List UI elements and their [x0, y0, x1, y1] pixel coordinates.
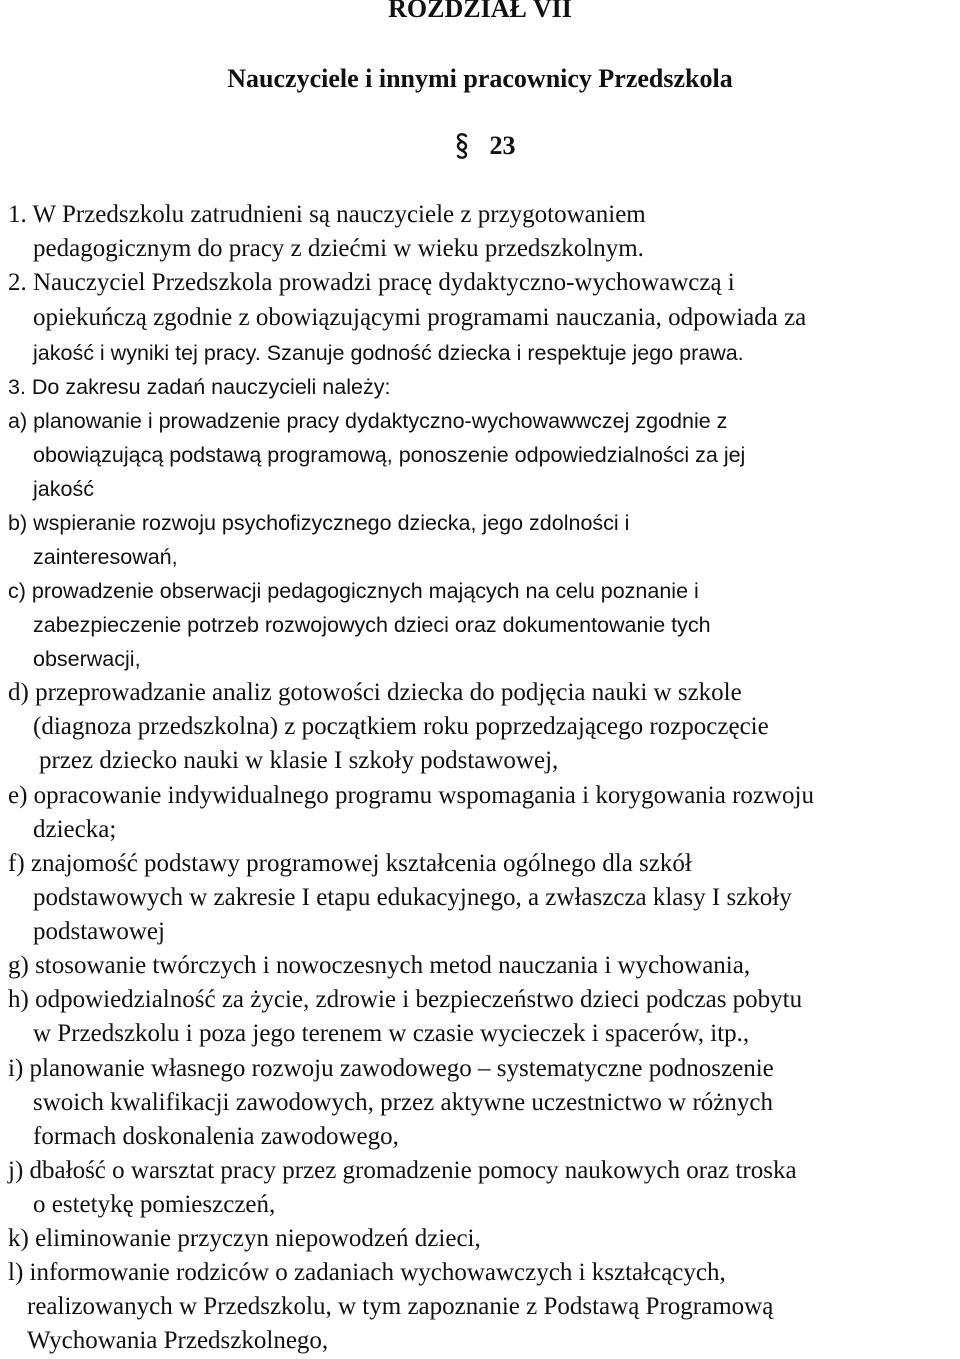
- list-item-line: (diagnoza przedszkolna) z początkiem roku poprzedzającego rozpoczęcie: [33, 713, 769, 740]
- list-item-line: h) odpowiedzialność za życie, zdrowie i bezpieczeństwo dzieci podczas pobytu: [8, 986, 803, 1013]
- list-item-line: swoich kwalifikacji zawodowych, przez aktywne uczestnictwo w różnych: [33, 1089, 774, 1116]
- list-item-line: jakość i wyniki tej pracy. Szanuje godność dziecka i respektuje jego prawa.: [33, 341, 744, 365]
- list-item-line: pedagogicznym do pracy z dziećmi w wieku przedszkolnym.: [33, 235, 644, 262]
- list-item-line: l) informowanie rodziców o zadaniach wychowawczych i kształcących,: [8, 1259, 726, 1286]
- list-item-line: zainteresowań,: [33, 545, 178, 569]
- list-item-line: c) prowadzenie obserwacji pedagogicznych mających na celu poznanie i: [8, 579, 699, 603]
- list-item-line: formach doskonalenia zawodowego,: [33, 1123, 399, 1150]
- list-item-line: e) opracowanie indywidualnego programu wspomagania i korygowania rozwoju: [8, 782, 815, 809]
- list-item-line: 2. Nauczyciel Przedszkola prowadzi pracę dydaktyczno-wychowawczą i: [8, 269, 735, 296]
- list-item-line: o estetykę pomieszczeń,: [33, 1191, 276, 1218]
- list-item-line: dziecka;: [33, 816, 117, 843]
- list-item-line: podstawowej: [33, 918, 165, 945]
- list-item-line: Wychowania Przedszkolnego,: [27, 1327, 329, 1354]
- section-mark: [455, 128, 525, 168]
- list-item-line: obowiązującą podstawą programową, ponoszenie odpowiedzialności za jej: [33, 443, 746, 467]
- list-item-line: a) planowanie i prowadzenie pracy dydaktyczno-wychowawwczej zgodnie z: [8, 409, 728, 433]
- list-item-line: b) wspieranie rozwoju psychofizycznego dziecka, jego zdolności i: [8, 511, 630, 535]
- list-item-line: w Przedszkolu i poza jego terenem w czasie wycieczek i spacerów, itp.,: [33, 1020, 750, 1047]
- list-item-line: g) stosowanie twórczych i nowoczesnych metod nauczania i wychowania,: [8, 952, 751, 979]
- section-sign-icon: [455, 133, 469, 159]
- list-item-line: d) przeprowadzanie analiz gotowości dziecka do podjęcia nauki w szkole: [8, 679, 742, 706]
- section-number: 23: [489, 131, 516, 160]
- list-item-line: opiekuńczą zgodnie z obowiązującymi programami nauczania, odpowiada za: [33, 304, 807, 331]
- list-item-line: j) dbałość o warsztat pracy przez gromadzenie pomocy naukowych oraz troska: [8, 1157, 797, 1184]
- list-item-line: obserwacji,: [33, 647, 141, 671]
- list-item-line: podstawowych w zakresie I etapu edukacyjnego, a zwłaszcza klasy I szkoły: [33, 884, 792, 911]
- list-item-line: k) eliminowanie przyczyn niepowodzeń dzieci,: [8, 1225, 481, 1252]
- list-item-line: przez dziecko nauki w klasie I szkoły podstawowej,: [39, 747, 559, 774]
- chapter-title: Nauczyciele i innymi pracownicy Przedszkola: [227, 64, 733, 93]
- list-item-line: i) planowanie własnego rozwoju zawodowego – systematyczne podnoszenie: [8, 1055, 774, 1082]
- list-item-line: zabezpieczenie potrzeb rozwojowych dzieci oraz dokumentowanie tych: [33, 613, 711, 637]
- list-item-line: 3. Do zakresu zadań nauczycieli należy:: [8, 375, 391, 399]
- list-item-line: 1. W Przedszkolu zatrudnieni są nauczyciele z przygotowaniem: [8, 201, 646, 228]
- list-item-line: f) znajomość podstawy programowej kształcenia ogólnego dla szkół: [8, 850, 692, 877]
- list-item-line: jakość: [33, 477, 94, 501]
- chapter-heading: ROZDZIAŁ VII: [388, 0, 572, 23]
- list-item-line: realizowanych w Przedszkolu, w tym zapoznanie z Podstawą Programową: [27, 1293, 774, 1320]
